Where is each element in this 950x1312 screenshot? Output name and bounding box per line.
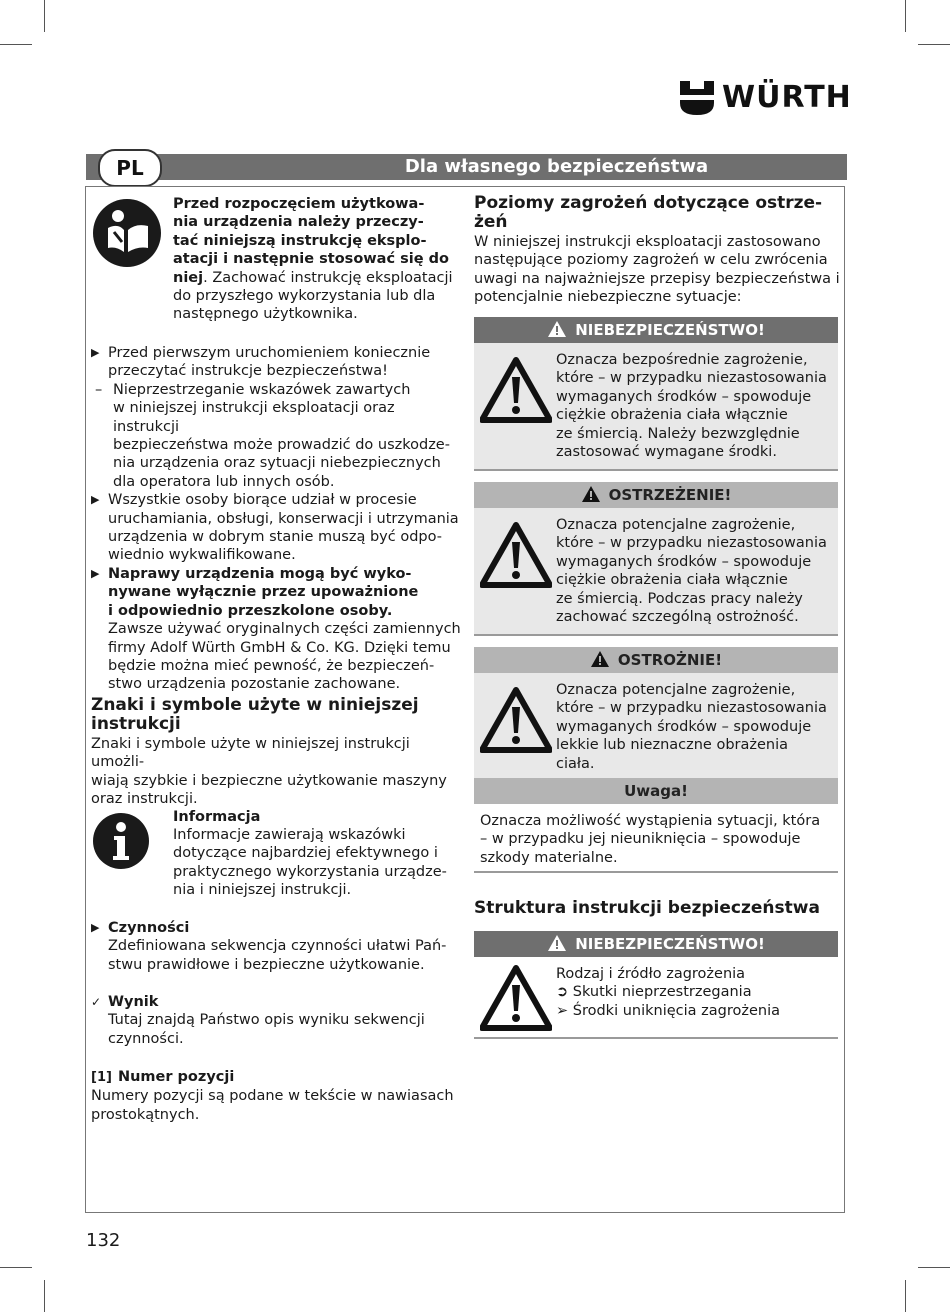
warning-triangle-icon: [581, 485, 601, 503]
caution-label: OSTROŻNIE!: [617, 651, 723, 669]
read-manual-icon: [92, 198, 162, 272]
list-item-text: Zawsze używać oryginalnych części zamiennych firmy Adolf Würth GmbH & Co. KG. Dzięki temu będzie można mieć pewność, że bezpieczeń- stwo urządzenia pozostanie zachowane.: [108, 621, 461, 693]
result-block: [91, 993, 461, 1048]
steps-item: [91, 919, 461, 937]
structure-header: [474, 931, 838, 957]
intro-rest: . Zachować instrukcję eksploatacji do przyszłego wykorzystania lub dla następnego użytkownika.: [173, 269, 453, 323]
check-icon: ✓: [91, 995, 102, 1009]
section-header: [86, 154, 847, 180]
page-number: 132: [86, 1230, 121, 1251]
warning-label: OSTRZEŻENIE!: [608, 486, 732, 504]
warning-header: [474, 482, 838, 508]
caution-header: [474, 647, 838, 673]
crop-mark: [0, 44, 32, 45]
info-icon: [92, 812, 150, 874]
danger-label: NIEBEZPIECZEŃSTWO!: [575, 321, 765, 339]
levels-text: W niniejszej instrukcji eksploatacji zastosowano następujące poziomy zagrożeń w celu zwrócenia uwagi na najważniejsze przepisy bezpieczeństwa i potencjalnie niebezpieczne sytuacje:: [474, 234, 840, 306]
warning-triangle-icon: [547, 320, 567, 338]
crop-mark: [0, 1267, 32, 1268]
list-item-text: Przed pierwszym uruchomieniem koniecznie przeczytać instrukcje bezpieczeństwa!: [108, 345, 431, 380]
warning-triangle-icon: [590, 650, 610, 668]
danger-body: [474, 343, 838, 469]
list-item: [91, 565, 461, 694]
notice-header: [474, 778, 838, 804]
structure-line: ➢ Środki uniknięcia zagrożenia: [556, 1002, 781, 1019]
structure-body: [474, 957, 838, 1037]
info-text: Informacje zawierają wskazówki dotyczące najbardziej efektywnego i praktycznego wykorzystania urządze- nia i niniejszej instrukcji.: [173, 827, 447, 899]
danger-text: Oznacza bezpośrednie zagrożenie, które – w przypadku niezastosowania wymaganych środków – spowoduje ciężkie obrażenia ciała włącznie ze śmiercią. Należy bezwzględnie zastosować wymagane środki.: [556, 352, 827, 461]
structure-line: ➲ Skutki nieprzestrzegania: [556, 984, 752, 1001]
bullet-arrow-icon: ▶: [91, 493, 100, 507]
result-item: [91, 993, 461, 1011]
crop-mark: [44, 0, 45, 32]
list-item: [91, 344, 461, 381]
warning-triangle-icon: [480, 965, 552, 1031]
danger-header: [474, 317, 838, 343]
wurth-logo: [680, 80, 852, 115]
warning-triangle-icon: [480, 522, 552, 588]
crop-mark: [44, 1280, 45, 1312]
dash-icon: –: [95, 381, 103, 398]
notice-text: Oznacza możliwość wystąpienia sytuacji, która – w przypadku jej nieuniknięcia – spowoduje szkody materialne.: [480, 813, 821, 866]
wurth-emblem-icon: [680, 81, 714, 115]
warning-triangle-icon: [480, 687, 552, 753]
danger-box: [474, 317, 838, 471]
caution-text: Oznacza potencjalne zagrożenie, które – w przypadku niezastosowania wymaganych środków – spowoduje lekkie lub nieznaczne obrażenia ciała.: [556, 682, 827, 772]
structure-heading: Struktura instrukcji bezpieczeństwa: [474, 898, 820, 918]
structure-line: Rodzaj i źródło zagrożenia: [556, 966, 746, 982]
crop-mark: [905, 1280, 906, 1312]
symbols-text: Znaki i symbole użyte w niniejszej instrukcji umożli- wiają szybkie i bezpieczne użytkowanie maszyny oraz instrukcji.: [91, 736, 447, 808]
result-title: Wynik: [108, 994, 159, 1010]
safety-list: [91, 344, 461, 694]
position-block: [91, 1068, 461, 1124]
warning-body: [474, 508, 838, 634]
intro-bold: Przed rozpoczęciem użytkowa- nia urządzenia należy przeczy- tać niniejszą instrukcję eksplo- atacji i następnie stosować się do niej: [173, 196, 449, 286]
caution-box: [474, 647, 838, 783]
structure-label: NIEBEZPIECZEŃSTWO!: [575, 935, 765, 953]
steps-text: Zdefiniowana sekwencja czynności ułatwi Pań- stwu prawidłowe i bezpieczne użytkowanie.: [108, 938, 447, 973]
warning-triangle-icon: [547, 934, 567, 952]
position-marker: [1]: [91, 1070, 112, 1085]
brand-name: WÜRTH: [722, 80, 852, 115]
position-text: Numery pozycji są podane w tekście w nawiasach prostokątnych.: [91, 1088, 454, 1123]
position-title: Numer pozycji: [117, 1069, 235, 1085]
crop-mark: [918, 1267, 950, 1268]
bullet-arrow-icon: ▶: [91, 921, 100, 934]
bullet-arrow-icon: ▶: [91, 566, 100, 580]
list-item-text: Wszystkie osoby biorące udział w procesie uruchamiania, obsługi, konserwacji i utrzymania urządzenia w dobrym stanie muszą być odpo- wiednio wykwalifikowane.: [108, 492, 459, 564]
steps-title: Czynności: [108, 920, 190, 936]
notice-box: [474, 778, 838, 873]
bullet-arrow-icon: ▶: [91, 346, 100, 359]
structure-box: [474, 931, 838, 1039]
list-item-text: Nieprzestrzeganie wskazówek zawartych w niniejszej instrukcji eksploatacji oraz instrukcji bezpieczeństwa może prowadzić do uszkodze- nia urządzenia oraz sytuacji niebezpiecznych dla operatora lub innych osób.: [113, 381, 450, 490]
warning-box: [474, 482, 838, 636]
intro-text: [173, 195, 463, 324]
caution-body: [474, 673, 838, 781]
list-item: [91, 491, 461, 565]
info-title: Informacja: [173, 809, 261, 825]
levels-heading: Poziomy zagrożeń dotyczące ostrze- żeń: [474, 193, 823, 232]
warning-triangle-icon: [480, 357, 552, 423]
notice-label: Uwaga!: [624, 782, 688, 800]
position-item: [91, 1068, 461, 1087]
warning-text: Oznacza potencjalne zagrożenie, które – w przypadku niezastosowania wymaganych środków – spowoduje ciężkie obrażenia ciała włącznie ze śmiercią. Podczas pracy należy zachować szczególną ostrożność.: [556, 517, 827, 626]
symbols-heading: Znaki i symbole użyte w niniejszej instrukcji: [91, 695, 419, 734]
list-item: [91, 381, 461, 491]
crop-mark: [905, 0, 906, 32]
result-text: Tutaj znajdą Państwo opis wyniku sekwencji czynności.: [108, 1012, 425, 1047]
crop-mark: [918, 44, 950, 45]
steps-block: [91, 919, 461, 974]
list-item-bold: Naprawy urządzenia mogą być wyko- nywane wyłącznie przez upoważnione i odpowiednio przeszkolone osoby.: [108, 565, 419, 619]
section-title: Dla własnego bezpieczeństwa: [404, 156, 709, 177]
language-badge: PL: [98, 149, 162, 187]
